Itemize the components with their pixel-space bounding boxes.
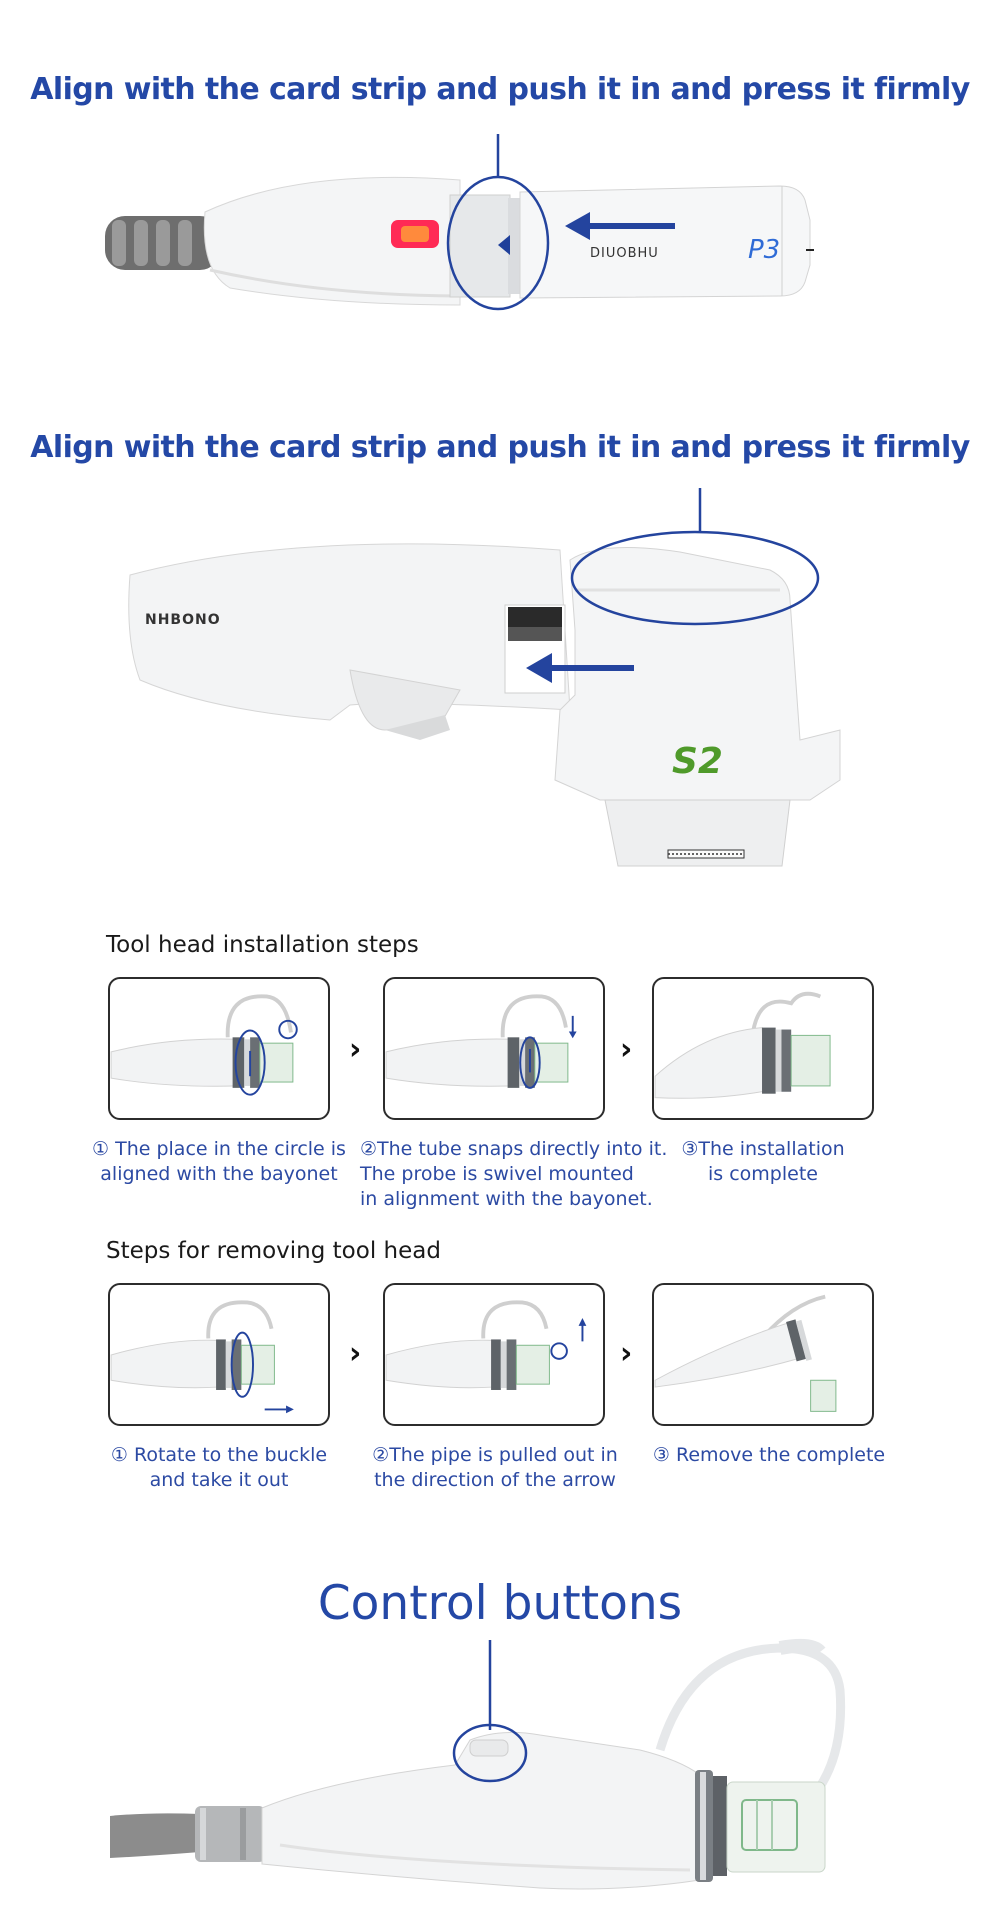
installation-step-3-caption: ③The installation is complete [681,1138,845,1185]
cable-ribbed [105,216,220,270]
installation-step-2-image [383,977,605,1120]
panel2-brand-text: NHBONO [145,612,221,628]
removal-step-1-image [108,1283,330,1426]
control-title: Control buttons [317,1576,683,1631]
installation-step-1-caption: ① The place in the circle is aligned with the bayonet [92,1138,346,1185]
installation-step-3-image [652,977,874,1120]
panel1-title: Align with the card strip and push it in and press it firmly [30,72,970,107]
installation-step-2-caption: ②The tube snaps directly into it. The probe is swivel mounted in alignment with the bayonet. [360,1138,668,1210]
step-separator-icon: › [349,1336,362,1371]
panel2-handpiece-illustration [0,480,1000,880]
panel2-cartridge-label: S2 [672,741,723,782]
panel1-handpiece-illustration [0,120,1000,340]
removal-step-1-caption: ① Rotate to the buckle and take it out [110,1444,328,1491]
panel1-cartridge-label: P3 [748,235,781,265]
step-separator-icon: › [620,1336,633,1371]
panel2-title: Align with the card strip and push it in and press it firmly [30,430,970,465]
step-separator-icon: › [620,1032,633,1067]
removal-step-3-caption: ③ Remove the complete [652,1444,886,1466]
control-button[interactable] [470,1740,508,1756]
step-separator-icon: › [349,1032,362,1067]
removal-step-2-image [383,1283,605,1426]
panel1-brand-text: DIUOBHU [590,246,659,261]
removal-heading: Steps for removing tool head [106,1238,441,1264]
installation-heading: Tool head installation steps [106,932,419,958]
removal-step-3-image [652,1283,874,1426]
control-handpiece-illustration [0,1630,1000,1911]
removal-step-2-caption: ②The pipe is pulled out in the direction of the arrow [372,1444,618,1491]
installation-step-1-image [108,977,330,1120]
